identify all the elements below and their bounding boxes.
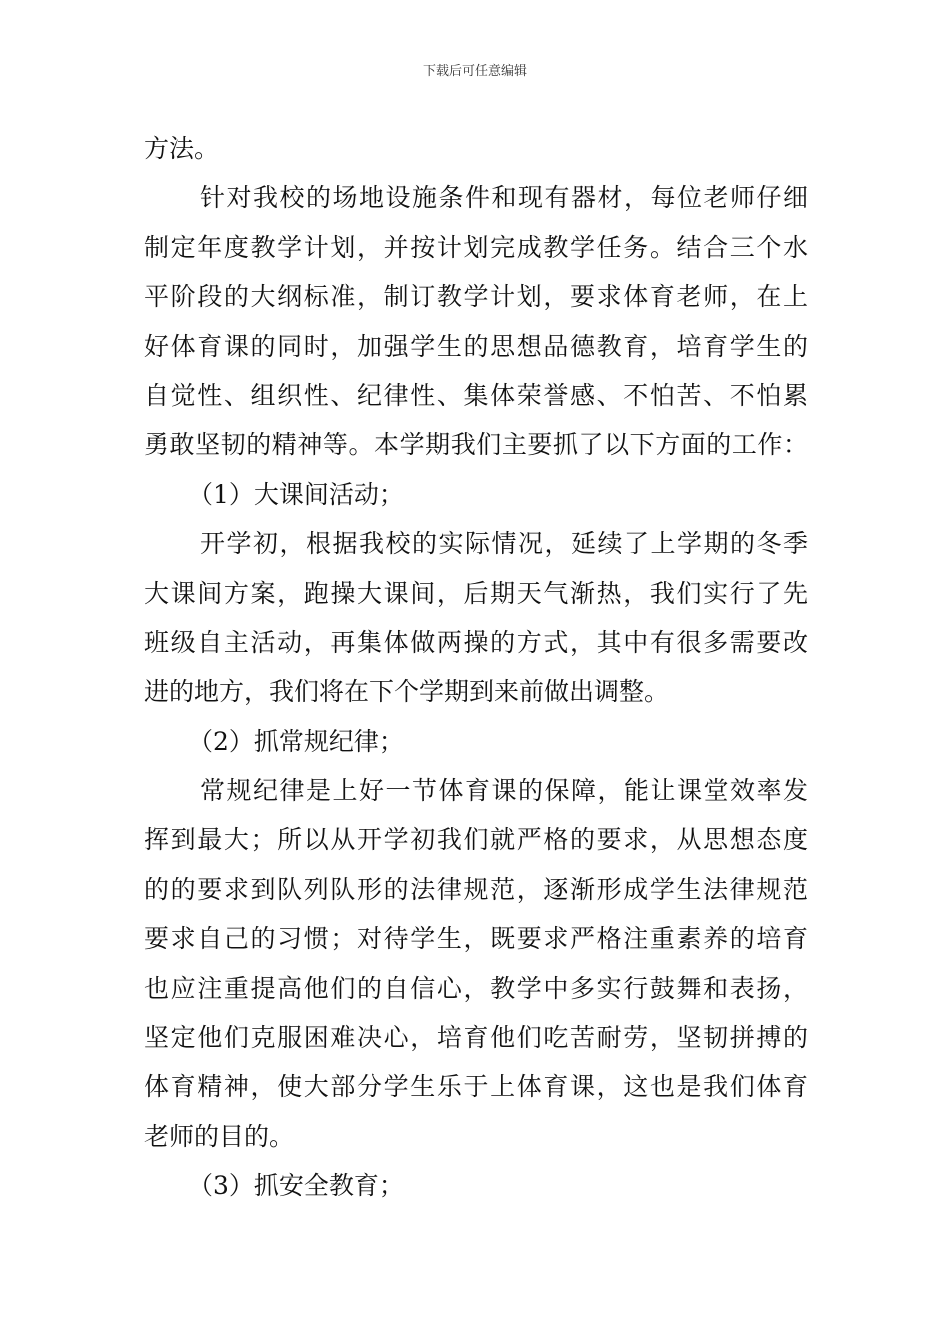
- text-line: 坚定他们克服困难决心，培育他们吃苦耐劳，坚韧拼搏的: [144, 1023, 808, 1053]
- text-line: 勇敢坚韧的精神等。本学期我们主要抓了以下方面的工作：: [144, 430, 808, 460]
- section-heading: （1）大课间活动；: [188, 479, 404, 509]
- text-line: 常规纪律是上好一节体育课的保障，能让课堂效率发: [200, 776, 808, 806]
- text-line: 大课间方案，跑操大课间，后期天气渐热，我们实行了先: [144, 578, 808, 608]
- text-line: 老师的目的。: [144, 1121, 295, 1151]
- body-text: [144, 124, 808, 1211]
- text-line: 要求自己的习惯；对待学生，既要求严格注重素养的培育: [144, 924, 808, 954]
- section-heading: （2）抓常规纪律；: [188, 726, 404, 756]
- text-line: 针对我校的场地设施条件和现有器材，每位老师仔细: [200, 183, 808, 213]
- text-line: 挥到最大；所以从开学初我们就严格的要求，从思想态度: [144, 825, 808, 855]
- text-line: 平阶段的大纲标准，制订教学计划，要求体育老师，在上: [144, 282, 808, 312]
- text-line: 的的要求到队列队形的法律规范，逐渐形成学生法律规范: [144, 874, 808, 904]
- header-note: 下载后可任意编辑: [422, 64, 527, 79]
- section-heading: （3）抓安全教育；: [188, 1171, 404, 1201]
- text-line: 也应注重提高他们的自信心，教学中多实行鼓舞和表扬，: [144, 973, 808, 1003]
- text-line: 进的地方，我们将在下个学期到来前做出调整。: [144, 677, 670, 707]
- text-line: 班级自主活动，再集体做两操的方式，其中有很多需要改: [144, 627, 808, 657]
- text-line: 好体育课的同时，加强学生的思想品德教育，培育学生的: [144, 331, 808, 361]
- text-line: 开学初，根据我校的实际情况，延续了上学期的冬季: [200, 529, 808, 559]
- text-line: 体育精神，使大部分学生乐于上体育课，这也是我们体育: [144, 1072, 808, 1102]
- text-line: 制定年度教学计划，并按计划完成教学任务。结合三个水: [144, 232, 808, 262]
- text-line: 方法。: [144, 134, 220, 163]
- text-line: 自觉性、组织性、纪律性、集体荣誉感、不怕苦、不怕累: [144, 380, 808, 410]
